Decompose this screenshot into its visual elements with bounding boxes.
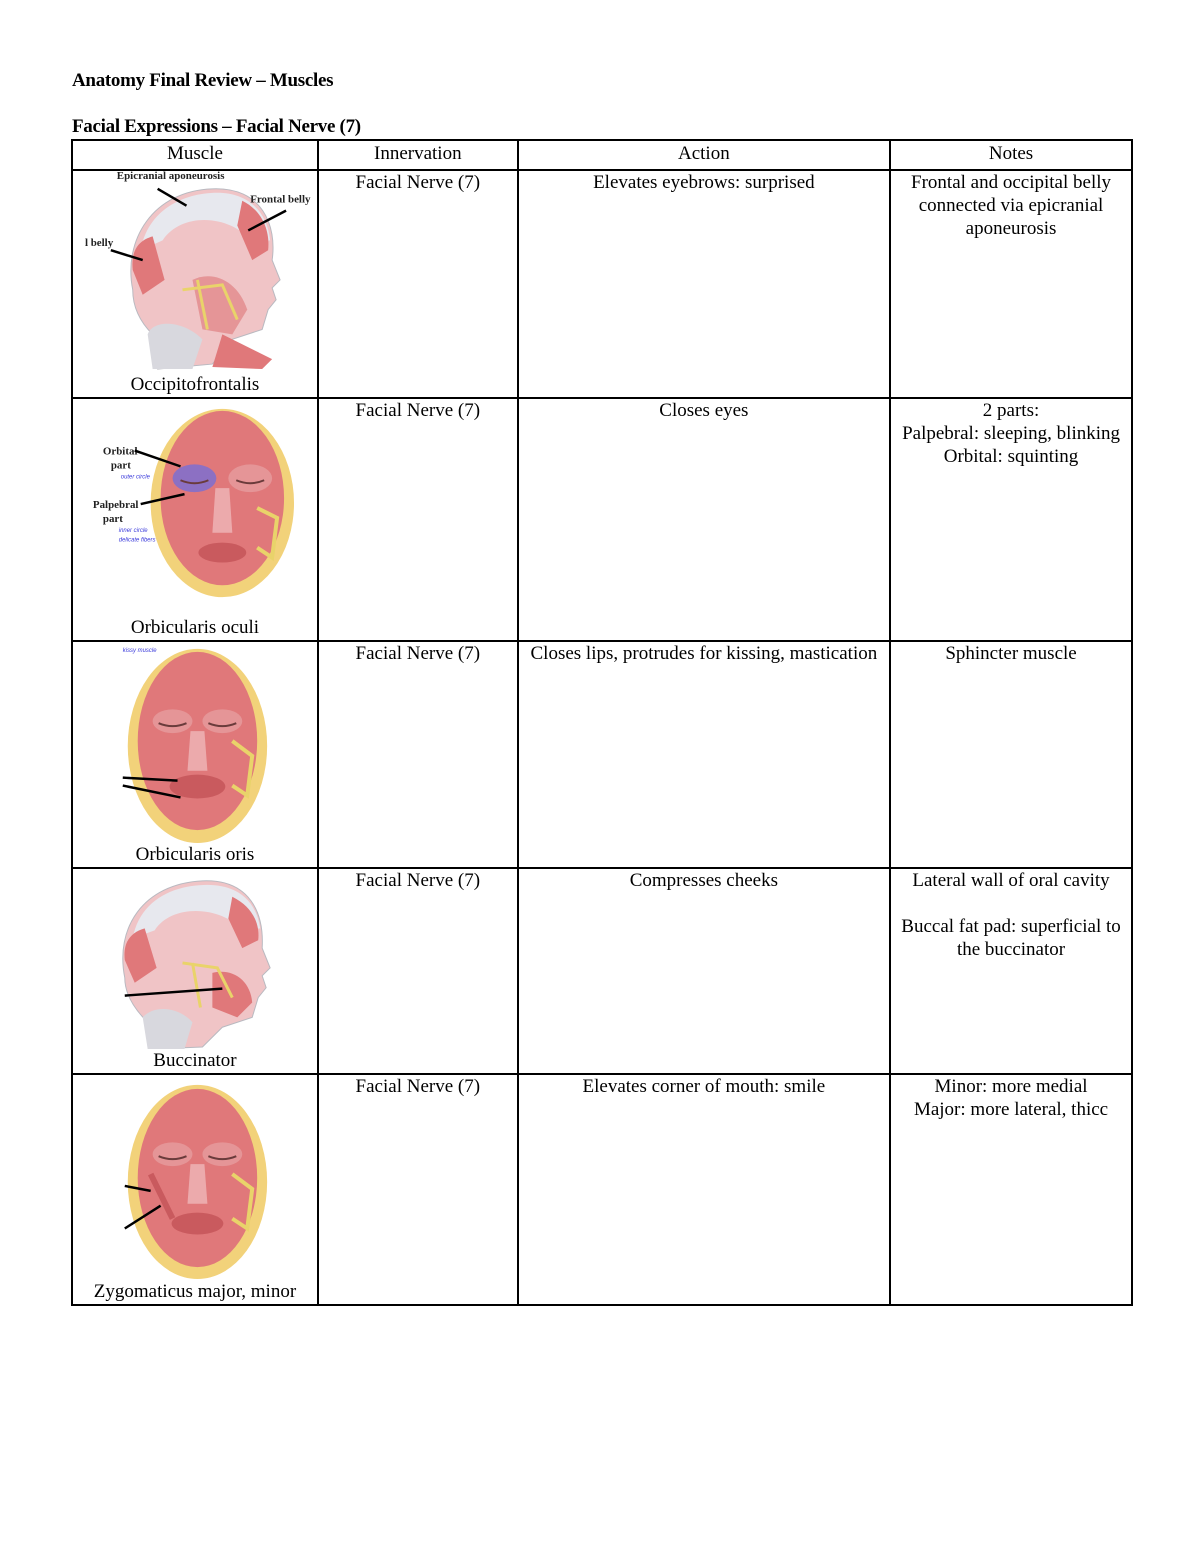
muscle-name: Buccinator <box>153 1050 237 1071</box>
action-cell: Elevates eyebrows: surprised <box>518 170 890 398</box>
muscle-cell <box>72 868 318 1074</box>
header-action: Action <box>518 140 890 170</box>
header-muscle: Muscle <box>72 140 318 170</box>
table-row <box>72 398 1132 641</box>
header-innervation: Innervation <box>318 140 518 170</box>
muscle-cell <box>72 170 318 398</box>
innervation-cell: Facial Nerve (7) <box>318 398 518 641</box>
muscle-name: Orbicularis oris <box>135 844 255 865</box>
zygomaticus-diagram <box>73 1075 317 1280</box>
note-line: 2 parts: <box>982 400 1040 421</box>
table-header-row <box>72 140 1132 170</box>
table-row <box>72 868 1132 1074</box>
label-orbital-part: part <box>110 459 131 472</box>
section-title: Facial Expressions – Facial Nerve (7) <box>72 116 361 137</box>
notes-cell <box>890 398 1132 641</box>
note-spacer <box>895 892 1127 915</box>
action-cell: Elevates corner of mouth: smile <box>518 1074 890 1305</box>
notes-cell <box>890 641 1132 868</box>
muscle-name: Orbicularis oculi <box>130 617 260 638</box>
muscle-cell <box>72 398 318 641</box>
note-outer-circle: outer circle <box>120 474 150 481</box>
note-line: Buccal fat pad: superficial to the buccinator <box>901 916 1121 960</box>
label-occipital-belly: l belly <box>84 237 114 250</box>
label-epicranial-aponeurosis: Epicranial aponeurosis <box>116 171 225 182</box>
note-line: Frontal and occipital belly connected via epicranial aponeurosis <box>911 172 1112 239</box>
notes-cell <box>890 170 1132 398</box>
note-line: Palpebral: sleeping, blinking <box>902 423 1120 444</box>
note-line: Minor: more medial <box>934 1076 1088 1097</box>
occipitofrontalis-diagram <box>73 171 317 373</box>
label-palpebral: Palpebral <box>92 499 139 511</box>
action-cell: Closes lips, protrudes for kissing, mastication <box>518 641 890 868</box>
document-title: Anatomy Final Review – Muscles <box>72 70 334 91</box>
table-row <box>72 641 1132 868</box>
action-cell: Compresses cheeks <box>518 868 890 1074</box>
label-orbital: Orbital <box>102 445 138 458</box>
notes-cell <box>890 1074 1132 1305</box>
table-row <box>72 1074 1132 1305</box>
note-kissy-muscle: kissy muscle <box>122 647 157 654</box>
header-notes: Notes <box>890 140 1132 170</box>
orbicularis-oculi-diagram <box>73 399 317 616</box>
buccinator-diagram <box>73 869 317 1049</box>
label-frontal-belly: Frontal belly <box>250 193 311 206</box>
muscle-name: Occipitofrontalis <box>130 374 260 395</box>
innervation-cell: Facial Nerve (7) <box>318 868 518 1074</box>
muscles-table <box>71 139 1133 1306</box>
note-line: Major: more lateral, thicc <box>913 1099 1109 1120</box>
muscle-cell <box>72 641 318 868</box>
note-line: Orbital: squinting <box>943 446 1079 467</box>
innervation-cell: Facial Nerve (7) <box>318 641 518 868</box>
notes-cell <box>890 868 1132 1074</box>
note-inner-circle: inner circle <box>118 527 148 534</box>
note-line: Sphincter muscle <box>945 643 1077 664</box>
label-palpebral-part: part <box>102 512 123 525</box>
innervation-cell: Facial Nerve (7) <box>318 1074 518 1305</box>
note-line: Lateral wall of oral cavity <box>912 870 1110 891</box>
table-row <box>72 170 1132 398</box>
muscle-cell <box>72 1074 318 1305</box>
muscle-name: Zygomaticus major, minor <box>93 1281 297 1302</box>
innervation-cell: Facial Nerve (7) <box>318 170 518 398</box>
orbicularis-oris-diagram <box>73 642 317 843</box>
action-cell: Closes eyes <box>518 398 890 641</box>
note-delicate-fibers: delicate fibers <box>118 537 156 544</box>
